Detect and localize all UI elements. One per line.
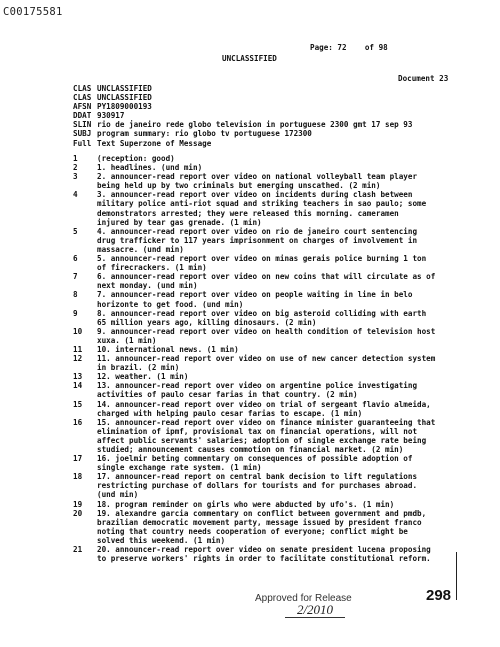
item-text: 17. announcer-read report on central bank decision to lift regulations restricting purchase of dollars for tourists and for purchases abroad. (und min) bbox=[97, 472, 418, 500]
list-item bbox=[73, 254, 473, 272]
metadata-key: SUBJ bbox=[73, 129, 92, 139]
metadata-row bbox=[73, 129, 412, 138]
approval-stamp-text: Approved for Release bbox=[255, 593, 352, 604]
item-text: (reception: good) bbox=[97, 154, 175, 163]
line-number: 7 bbox=[73, 272, 78, 282]
item-text: 6. announcer-read report over video on new coins that will circulate as of next monday. (und min) bbox=[97, 272, 436, 291]
item-text: 16. joelmir beting commentary on consequences of possible adoption of single exchange rate system. (1 min) bbox=[97, 454, 413, 473]
metadata-row bbox=[73, 102, 412, 111]
document-number: Document 23 bbox=[398, 74, 449, 83]
item-text: 13. announcer-read report over video on argentine police investigating activities of paulo cesar farias in that country. (2 min) bbox=[97, 381, 418, 400]
line-number: 6 bbox=[73, 254, 78, 264]
metadata-row bbox=[73, 120, 412, 129]
line-number: 18 bbox=[73, 472, 83, 482]
line-number: 10 bbox=[73, 326, 83, 336]
item-text: 20. announcer-read report over video on senate president lucena proposing to preserve workers' rights in order to facilitate constitutional reform. bbox=[97, 545, 431, 564]
metadata-value: UNCLASSIFIED bbox=[97, 84, 152, 93]
line-number: 15 bbox=[73, 399, 83, 409]
item-text: 19. alexandre garcia commentary on conflict between government and pmdb, brazilian democratic movement party, message issued by president franco noting that country needs cooperation of everyone; conflict might be solved this weekend. (1 min) bbox=[97, 508, 427, 545]
item-text: 3. announcer-read report over video on incidents during clash between military police anti-riot squad and striking teachers in sao paulo; some demonstrators arrested; they were released this morning. cameramen injured by tear gas grenade. (1 min) bbox=[97, 190, 427, 227]
metadata-row bbox=[73, 84, 412, 93]
list-item bbox=[73, 500, 473, 509]
item-text: 14. announcer-read report over video on trial of sergeant flavio almeida, charged with helping paulo cesar farias to escape. (1 min) bbox=[97, 399, 431, 418]
list-item bbox=[73, 418, 473, 454]
item-text: 1. headlines. (und min) bbox=[97, 163, 203, 173]
line-number: 4 bbox=[73, 190, 78, 200]
list-item bbox=[73, 472, 473, 499]
item-text: 8. announcer-read report over video on big asteroid colliding with earth 65 million years ago, killing dinosaurs. (2 min) bbox=[97, 308, 427, 327]
line-number: 13 bbox=[73, 372, 83, 382]
line-number: 14 bbox=[73, 381, 83, 391]
margin-mark bbox=[456, 552, 457, 600]
item-text: 5. announcer-read report over video on minas gerais police burning 1 ton of firecrackers. (1 min) bbox=[97, 254, 427, 273]
line-number: 12 bbox=[73, 354, 83, 364]
metadata-row bbox=[73, 93, 412, 102]
line-number: 17 bbox=[73, 454, 83, 464]
metadata-value: UNCLASSIFIED bbox=[97, 93, 152, 103]
page-info: Page: 72 of 98 bbox=[310, 43, 388, 52]
metadata-block bbox=[73, 84, 412, 148]
list-item bbox=[73, 163, 473, 172]
item-text: 9. announcer-read report over video on health condition of television host xuxa. (1 min) bbox=[97, 326, 436, 345]
list-item bbox=[73, 290, 473, 308]
metadata-value: 930917 bbox=[97, 111, 125, 121]
metadata-value: PY1809000193 bbox=[97, 102, 152, 112]
list-item bbox=[73, 172, 473, 190]
line-number: 5 bbox=[73, 226, 78, 236]
metadata-key: CLAS bbox=[73, 93, 92, 103]
metadata-key: SLIN bbox=[73, 120, 92, 130]
metadata-key: DDAT bbox=[73, 111, 92, 121]
document-id: C00175581 bbox=[3, 6, 63, 18]
item-text: 10. international news. (1 min) bbox=[97, 344, 239, 354]
list-item bbox=[73, 154, 473, 163]
handwritten-page-number: 298 bbox=[426, 587, 452, 604]
list-item bbox=[73, 400, 473, 418]
list-item bbox=[73, 381, 473, 399]
item-text: 18. program reminder on girls who were abducted by ufo's. (1 min) bbox=[97, 499, 395, 509]
program-items-list bbox=[73, 154, 473, 563]
list-item bbox=[73, 227, 473, 254]
list-item bbox=[73, 327, 473, 345]
line-number: 1 bbox=[73, 154, 78, 163]
list-item bbox=[73, 190, 473, 226]
list-item bbox=[73, 372, 473, 381]
line-number: 21 bbox=[73, 545, 83, 555]
metadata-value: Text Superzone of Message bbox=[97, 138, 212, 148]
list-item bbox=[73, 345, 473, 354]
item-text: 15. announcer-read report over video on finance minister guaranteeing that elimination of ipmf, provisional tax on financial operations, will not affect public servants' salaries; adoption of single exchange rate being studied; announcement causes commotion on financial market. (2 min) bbox=[97, 417, 436, 454]
metadata-row bbox=[73, 139, 412, 148]
metadata-key: CLAS bbox=[73, 84, 92, 93]
line-number: 9 bbox=[73, 308, 78, 318]
metadata-value: rio de janeiro rede globo television in portuguese 2300 gmt 17 sep 93 bbox=[97, 120, 413, 130]
metadata-row bbox=[73, 111, 412, 120]
approval-date-handwritten: 2/2010 bbox=[285, 603, 345, 618]
list-item bbox=[73, 354, 473, 372]
item-text: 2. announcer-read report over video on national volleyball team player being held up by two criminals but emerging unscathed. (2 min) bbox=[97, 172, 418, 191]
list-item bbox=[73, 509, 473, 545]
metadata-key: Full bbox=[73, 138, 92, 148]
list-item bbox=[73, 272, 473, 290]
item-text: 4. announcer-read report over video on rio de janeiro court sentencing drug trafficker to 117 years imprisonment on charges of involvement in massacre. (und min) bbox=[97, 226, 418, 254]
line-number: 2 bbox=[73, 163, 78, 173]
list-item bbox=[73, 454, 473, 472]
list-item bbox=[73, 545, 473, 563]
list-item bbox=[73, 309, 473, 327]
item-text: 11. announcer-read report over video on use of new cancer detection system in brazil. (2 min) bbox=[97, 354, 436, 373]
line-number: 8 bbox=[73, 290, 78, 300]
line-number: 16 bbox=[73, 417, 83, 427]
line-number: 19 bbox=[73, 499, 83, 509]
classification-header: UNCLASSIFIED bbox=[222, 54, 277, 63]
line-number: 20 bbox=[73, 508, 83, 518]
line-number: 11 bbox=[73, 344, 83, 354]
metadata-key: AFSN bbox=[73, 102, 92, 112]
line-number: 3 bbox=[73, 172, 78, 182]
item-text: 7. announcer-read report over video on people waiting in line in belo horizonte to get food. (und min) bbox=[97, 290, 413, 309]
metadata-value: program summary: rio globo tv portuguese 172300 bbox=[97, 129, 312, 139]
item-text: 12. weather. (1 min) bbox=[97, 372, 189, 382]
